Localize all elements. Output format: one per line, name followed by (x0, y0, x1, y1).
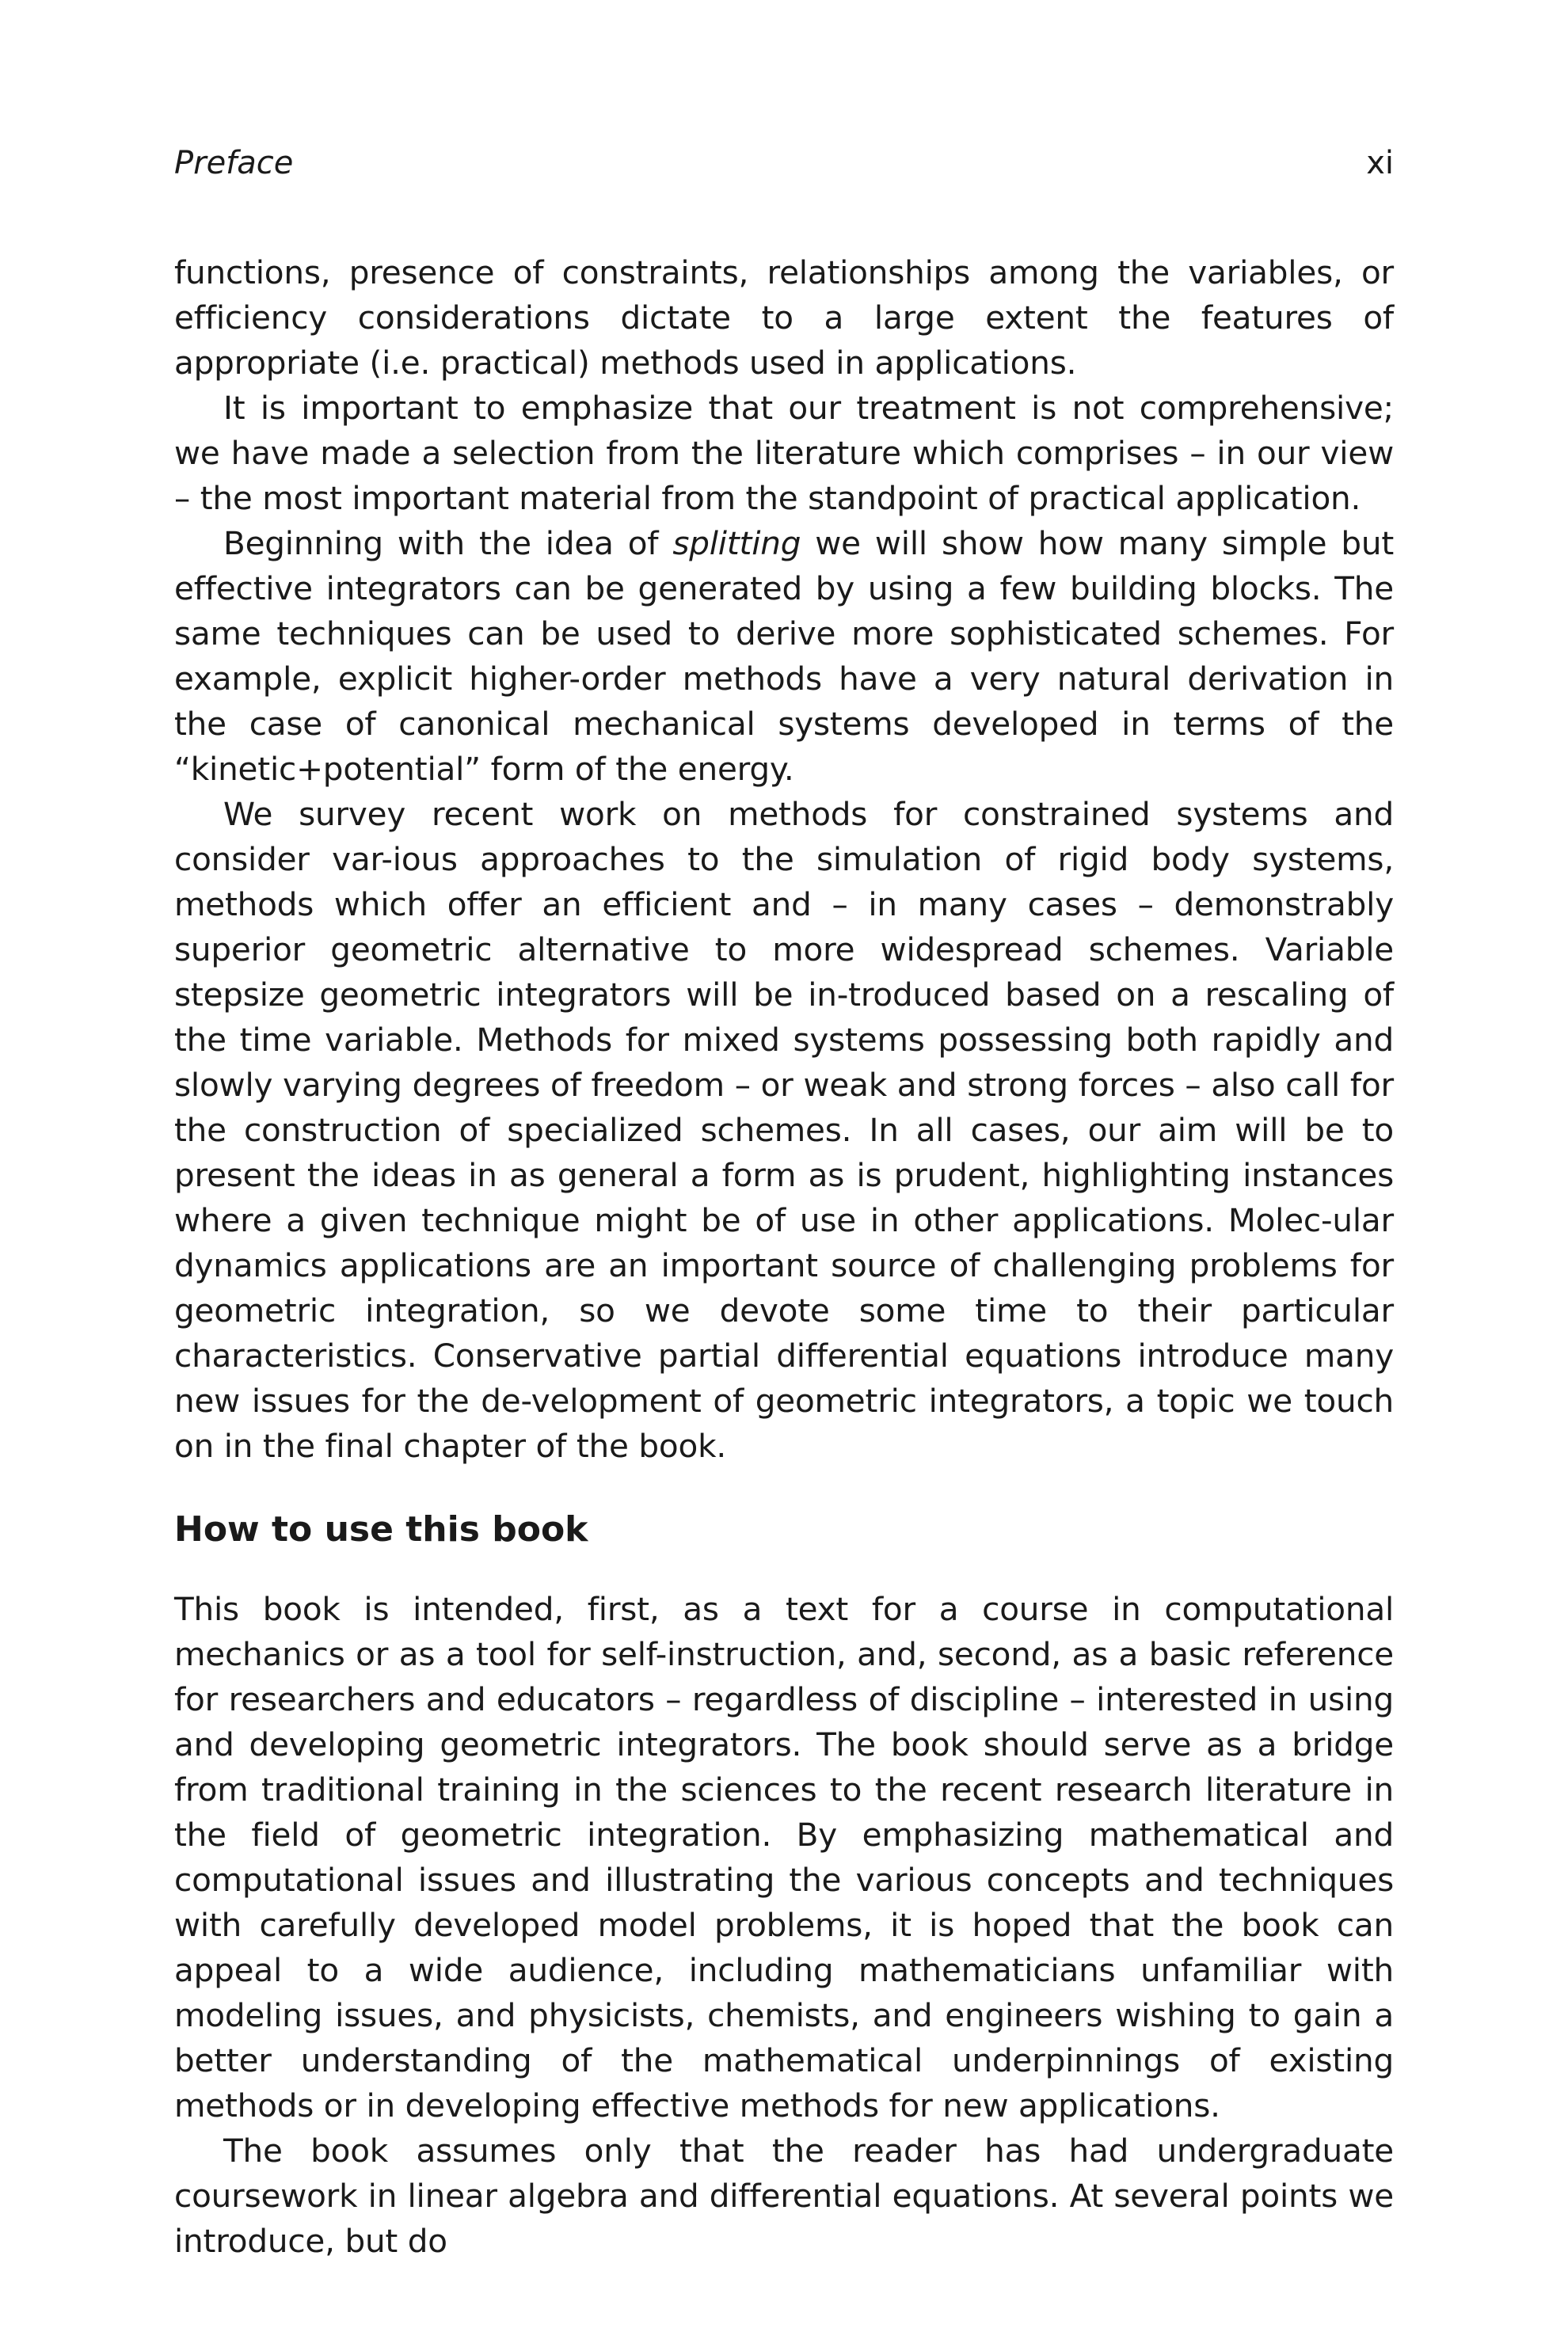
body-text (174, 250, 1394, 2264)
section-heading: How to use this book (174, 1509, 588, 1550)
running-title: Preface (174, 145, 294, 181)
paragraph-continued: functions, presence of constraints, relationships among the variables, or efficiency considerations dictate to a large extent the features of appropriate (i.e. practical) methods used in applications. (174, 253, 1394, 382)
paragraph-assumptions: The book assumes only that the reader has had undergraduate coursework in linear algebra and differential equations. At several points we introduce, but do (174, 2132, 1394, 2260)
paragraph-splitting-rest: we will show how many simple but effective integrators can be generated by using a few building blocks. The same techniques can be used to derive more sophisticated schemes. For example, explicit higher-order methods have a very natural derivation in the case of canonical mechanical systems developed in terms of the “kinetic+potential” form of the energy. (174, 524, 1395, 788)
paragraph-splitting (174, 521, 1394, 792)
paragraph-treatment: It is important to emphasize that our treatment is not comprehensive; we have made a selection from the literature which comprises – in our view – the most important material from the standpoint of practical application. (174, 389, 1394, 517)
emphasized-term: splitting (672, 524, 801, 562)
paragraph-intended-use: This book is intended, first, as a text for a course in computational mechanics or as a tool for self-instruction, and, second, as a basic reference for researchers and educators – regardless of discipline – interested in using and developing geometric integrators. The book should serve as a bridge from traditional training in the sciences to the recent research literature in the field of geometric integration. By emphasizing mathematical and computational issues and illustrating the various concepts and techniques with carefully developed model problems, it is hoped that the book can appeal to a wide audience, including mathematicians unfamiliar with modeling issues, and physicists, chemists, and engineers wishing to gain a better understanding of the mathematical underpinnings of existing methods or in developing effective methods for new applications. (174, 1590, 1394, 2124)
paragraph-survey: We survey recent work on methods for constrained systems and consider var-ious approaches to the simulation of rigid body systems, methods which offer an efficient and – in many cases – demonstrably superior geometric alternative to more widespread schemes. Variable stepsize geometric integrators will be in-troduced based on a rescaling of the time variable. Methods for mixed systems possessing both rapidly and slowly varying degrees of freedom – or weak and strong forces – also call for the construction of specialized schemes. In all cases, our aim will be to present the ideas in as general a form as is prudent, highlighting instances where a given technique might be of use in other applications. Molec-ular dynamics applications are an important source of challenging problems for geometric integration, so we devote some time to their particular characteristics. Conservative partial differential equations introduce many new issues for the de-velopment of geometric integrators, a topic we touch on in the final chapter of the book. (174, 795, 1394, 1465)
running-head (174, 141, 1394, 185)
page-number: xi (1366, 145, 1394, 181)
paragraph-splitting-start: Beginning with the idea of (223, 524, 673, 562)
